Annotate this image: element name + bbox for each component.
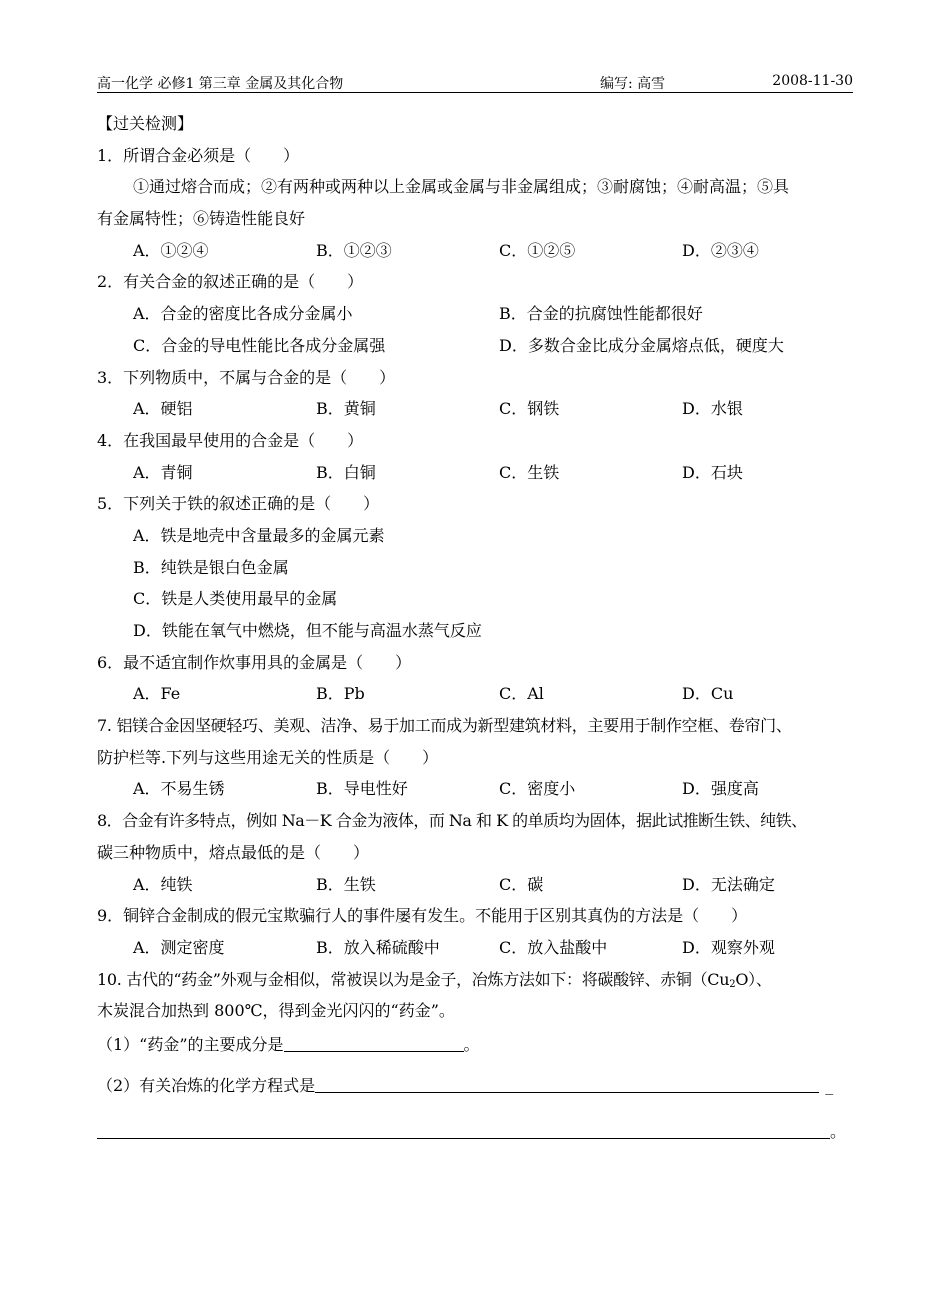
q8-option-b: B．生铁 — [316, 874, 376, 894]
q8-option-a: A．纯铁 — [133, 874, 193, 894]
q1-stem: 1．所谓合金必须是（ ） — [97, 145, 300, 165]
q7-stem-line1: 7. 铝镁合金因坚硬轻巧、美观、洁净、易于加工而成为新型建筑材料，主要用于制作空框、卷帘门、 — [97, 716, 792, 736]
q10-part2-period: 。 — [830, 1121, 847, 1141]
q6-option-c: C．Al — [499, 684, 544, 704]
q10-stem-line1-text: 10. 古代的“药金”外观与金相似，常被误以为是金子，冶炼方法如下：将碳酸锌、赤铜（Cu — [97, 969, 730, 989]
q2-options-row2 — [97, 330, 857, 362]
q4-option-d: D．石块 — [682, 462, 743, 482]
q2-option-c: C．合金的导电性能比各成分金属强 — [133, 335, 386, 355]
q5-option-d: D．铁能在氧气中燃烧，但不能与高温水蒸气反应 — [133, 621, 482, 640]
q4-option-c: C．生铁 — [499, 462, 560, 482]
q7-option-d: D．强度高 — [682, 779, 759, 799]
q2-option-d: D．多数合金比成分金属熔点低，硬度大 — [499, 335, 784, 355]
q1-option-a: A．①②④ — [133, 240, 209, 260]
q6-option-d: D．Cu — [682, 684, 734, 704]
q10-part2-continued — [97, 1109, 857, 1155]
q3-option-a: A．硬铝 — [133, 399, 193, 419]
q10-stem-line1 — [97, 964, 857, 996]
q8-option-d: D．无法确定 — [682, 874, 775, 894]
q5-stem: 5．下列关于铁的叙述正确的是（ ） — [97, 494, 380, 514]
q10-part2-answer-blank-line2[interactable] — [97, 1118, 830, 1139]
q1-option-d: D．②③④ — [682, 240, 759, 260]
page-header — [97, 70, 853, 93]
q5-option-b: B．纯铁是银白色金属 — [133, 557, 289, 577]
q8-stem-line1: 8．合金有许多特点，例如 Na－K 合金为液体，而 Na 和 K 的单质均为固体，据此试推断生铁、纯铁、 — [97, 811, 807, 831]
q10-part1-label: （1）“药金”的主要成分是 — [97, 1034, 284, 1054]
q7-option-c: C．密度小 — [499, 779, 576, 799]
q2-stem: 2．有关合金的叙述正确的是（ ） — [97, 272, 364, 292]
q5-option-c: C．铁是人类使用最早的金属 — [133, 589, 338, 609]
q4-options — [97, 457, 857, 489]
q10-part2 — [97, 1063, 857, 1109]
q3-option-b: B．黄铜 — [316, 399, 376, 419]
q7-option-b: B．导电性好 — [316, 779, 408, 799]
q7-stem-line2: 防护栏等.下列与这些用途无关的性质是（ ） — [97, 747, 439, 767]
q4-stem: 4．在我国最早使用的合金是（ ） — [97, 430, 364, 450]
q1-desc-line2: 有金属特性；⑥铸造性能良好 — [97, 209, 306, 229]
q6-option-a: A．Fe — [133, 684, 181, 704]
q8-options — [97, 869, 857, 901]
section-title: 【过关检测】 — [97, 114, 194, 133]
q9-option-c: C．放入盐酸中 — [499, 937, 608, 957]
q9-option-b: B．放入稀硫酸中 — [316, 937, 440, 957]
header-date: 2008-11-30 — [772, 73, 853, 89]
q6-options — [97, 678, 857, 710]
q7-option-a: A．不易生锈 — [133, 779, 225, 799]
q2-option-b: B．合金的抗腐蚀性能都很好 — [499, 304, 703, 324]
worksheet-content — [97, 108, 857, 1155]
q6-option-b: B．Pb — [316, 684, 365, 704]
q1-desc-line1: ①通过熔合而成；②有两种或两种以上金属或金属与非金属组成；③耐腐蚀；④耐高温；⑤具 — [133, 177, 790, 197]
q4-option-a: A．青铜 — [133, 462, 193, 482]
q10-part1-period: 。 — [463, 1034, 480, 1054]
q3-options — [97, 393, 857, 425]
q5-option-a: A．铁是地壳中含量最多的金属元素 — [133, 525, 385, 545]
q9-option-a: A．测定密度 — [133, 937, 225, 957]
q1-options — [97, 235, 857, 267]
q6-stem: 6．最不适宜制作炊事用具的金属是（ ） — [97, 652, 412, 672]
q8-option-c: C．碳 — [499, 874, 544, 894]
q4-option-b: B．白铜 — [316, 462, 376, 482]
q2-options-row1 — [97, 298, 857, 330]
q8-stem-line2: 碳三种物质中，熔点最低的是（ ） — [97, 842, 370, 862]
header-course: 高一化学 必修1 第三章 金属及其化合物 — [97, 76, 344, 92]
q10-part2-label: （2）有关冶炼的化学方程式是 — [97, 1075, 316, 1095]
q9-option-d: D．观察外观 — [682, 937, 775, 957]
q10-part2-tail: _ — [825, 1075, 834, 1095]
q3-option-d: D．水银 — [682, 399, 743, 419]
q10-subscript: 2 — [729, 978, 736, 990]
q10-stem-line2: 木炭混合加热到 800℃，得到金光闪闪的“药金”。 — [97, 1001, 455, 1021]
q10-stem-line1-end: O）、 — [735, 969, 772, 989]
q10-part1-answer-blank[interactable] — [284, 1031, 464, 1052]
q1-option-b: B．①②③ — [316, 240, 392, 260]
q10-part2-answer-blank[interactable] — [315, 1072, 819, 1093]
q9-stem: 9．铜锌合金制成的假元宝欺骗行人的事件屡有发生。不能用于区别其真伪的方法是（ ） — [97, 906, 748, 926]
q3-stem: 3．下列物质中，不属与合金的是（ ） — [97, 367, 396, 387]
q10-part1 — [97, 1027, 857, 1063]
q7-options — [97, 773, 857, 805]
q9-options — [97, 932, 857, 964]
q3-option-c: C．钢铁 — [499, 399, 560, 419]
q1-option-c: C．①②⑤ — [499, 240, 576, 260]
header-author: 编写: 高雪 — [600, 76, 666, 92]
q2-option-a: A．合金的密度比各成分金属小 — [133, 304, 353, 324]
